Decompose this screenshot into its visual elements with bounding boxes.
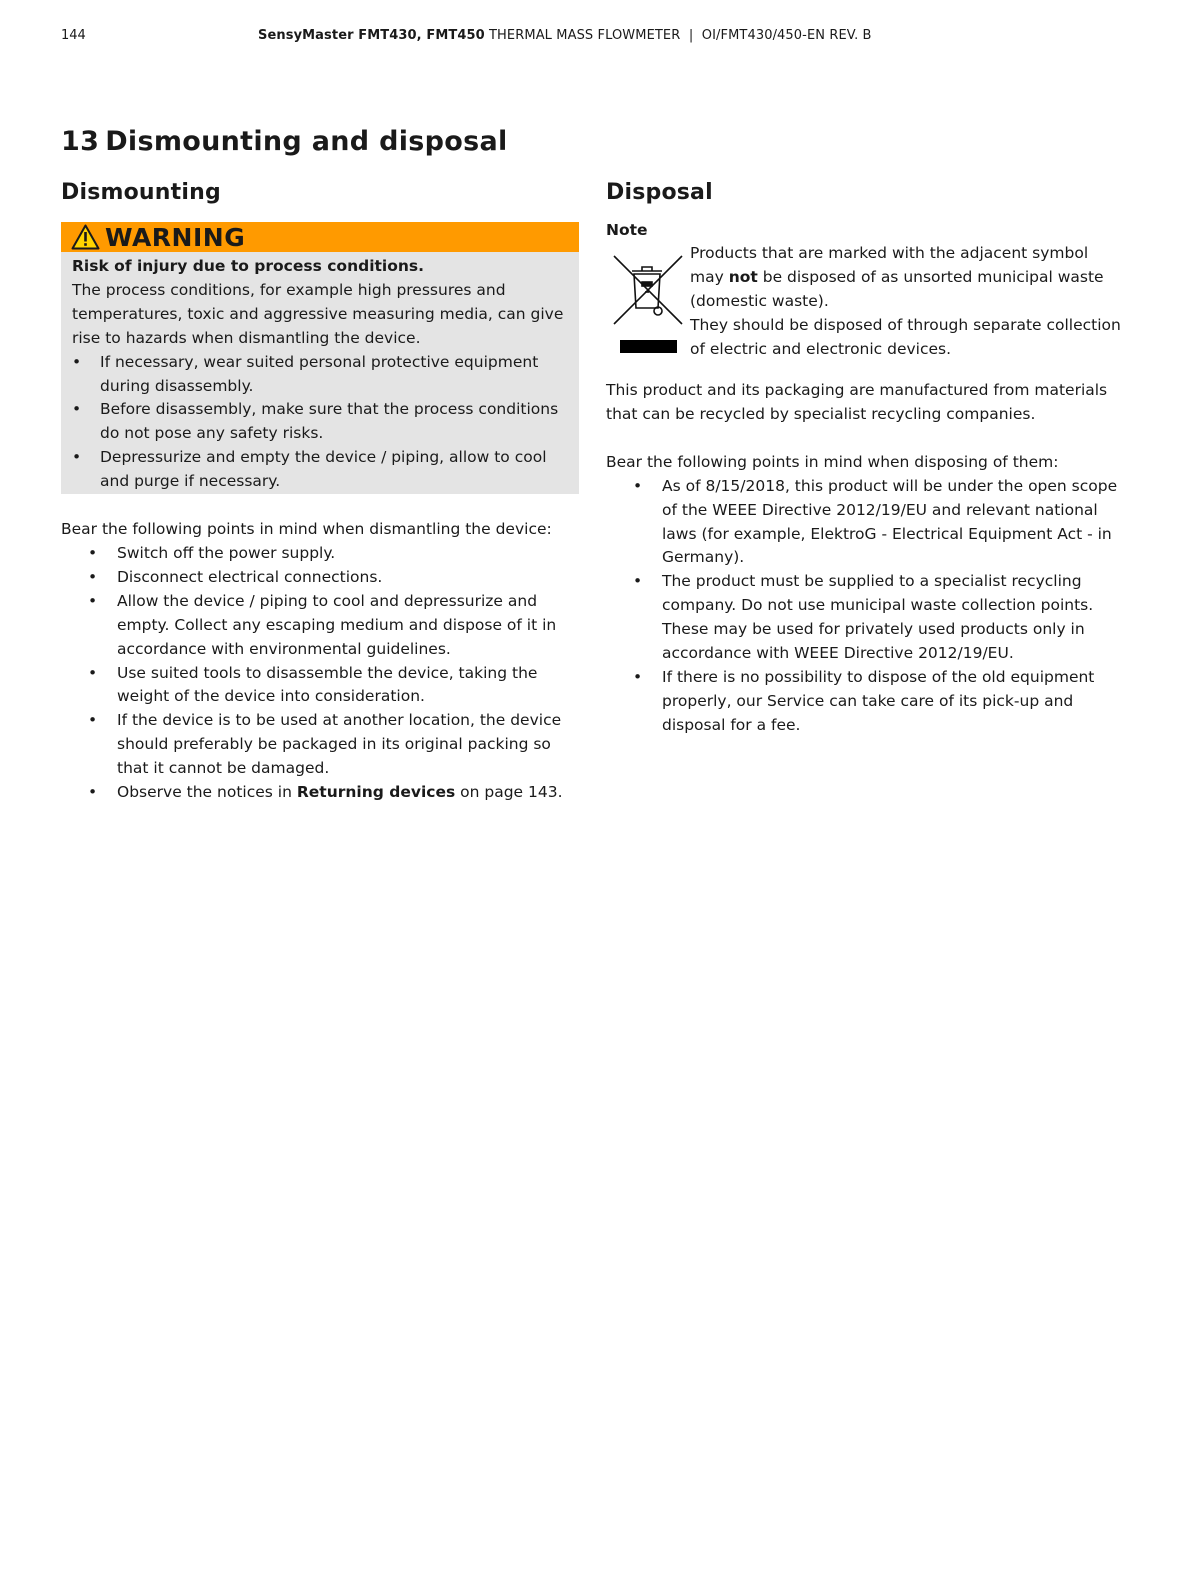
dismounting-list-item: • Use suited tools to disassemble the device, taking the weight of the device into consideration. [61,662,579,710]
note-row [606,242,1130,362]
page-number: 144 [61,28,86,43]
warning-box [61,222,579,494]
warning-header [61,222,579,252]
warning-list-item: • If necessary, wear suited personal protective equipment during disassembly. [72,351,569,399]
returning-pre: Observe the notices in [117,783,297,802]
warning-body [61,252,579,494]
disposal-section [606,176,1130,738]
note-text [690,242,1130,362]
dismounting-list-item: • If the device is to be used at another location, the device should preferably be packaged in its original packing so that it cannot be damaged. [61,709,579,781]
product-name: SensyMaster FMT430, FMT450 [258,28,485,43]
warning-risk: Risk of injury due to process conditions. [72,257,425,275]
warning-list-item: • Depressurize and empty the device / piping, allow to cool and purge if necessary. [72,446,569,494]
weee-bar [620,340,677,353]
note-post: be disposed of as unsorted municipal waste (domestic waste). [690,267,1109,310]
disposal-list-item: • If there is no possibility to dispose of the old equipment properly, our Service can take care of its pick-up and disposal for a fee. [606,666,1130,738]
dismounting-list-item: • Disconnect electrical connections. [61,566,579,590]
warning-label: WARNING [105,222,246,252]
note-line-3: They should be disposed of through separate collection of electric and electronic devices. [690,315,1121,358]
note-line-1: Products that are marked with the adjacent symbol [690,244,1089,262]
dismounting-list-item [61,781,579,805]
dismounting-list [61,542,579,805]
warning-triangle-icon [71,224,100,250]
page-header [61,28,1130,46]
disposal-list [606,475,1130,738]
dismounting-list-item: • Switch off the power supply. [61,542,579,566]
chapter-number: 13 [61,126,100,157]
crossed-out-wheelie-bin-icon [612,254,684,326]
chapter-title [61,126,508,157]
warning-list-item: • Before disassembly, make sure that the process conditions do not pose any safety risks. [72,398,569,446]
chapter-title-text: Dismounting and disposal [105,126,508,157]
disposal-heading: Disposal [606,180,713,205]
note-line-2 [690,266,1130,314]
note-label: Note [606,221,648,239]
warning-text: The process conditions, for example high pressures and temperatures, toxic and aggressive measuring media, can give rise to hazards when dismantling the device. [72,280,564,347]
disposal-intro: Bear the following points in mind when disposing of them: [606,452,1059,471]
note-bold: not [728,267,758,286]
disposal-list-item: • As of 8/15/2018, this product will be under the open scope of the WEEE Directive 2012/19/EU and relevant national laws (for example, ElektroG - Electrical Equipment Act - in Germany). [606,475,1130,571]
returning-post: on page 143. [455,783,563,802]
dismounting-intro: Bear the following points in mind when dismantling the device: [61,520,552,539]
note-pre: may [690,267,729,286]
warning-list [72,351,569,494]
weee-symbol [606,242,690,362]
dismounting-list-item: • Allow the device / piping to cool and depressurize and empty. Collect any escaping medium and dispose of it in accordance with environmental guidelines. [61,590,579,662]
dismounting-heading: Dismounting [61,180,221,205]
recycle-text: This product and its packaging are manufactured from materials that can be recycled by specialist recycling companies. [606,381,1108,423]
dismounting-section [61,176,579,805]
document-title [258,28,872,43]
disposal-list-item: • The product must be supplied to a specialist recycling company. Do not use municipal waste collection points. These may be used for privately used products only in accordance with WEEE Directive 2012/19/EU. [606,570,1130,666]
document-reference: THERMAL MASS FLOWMETER | OI/FMT430/450-EN REV. B [484,28,872,43]
returning-devices-link[interactable]: Returning devices [296,783,456,802]
